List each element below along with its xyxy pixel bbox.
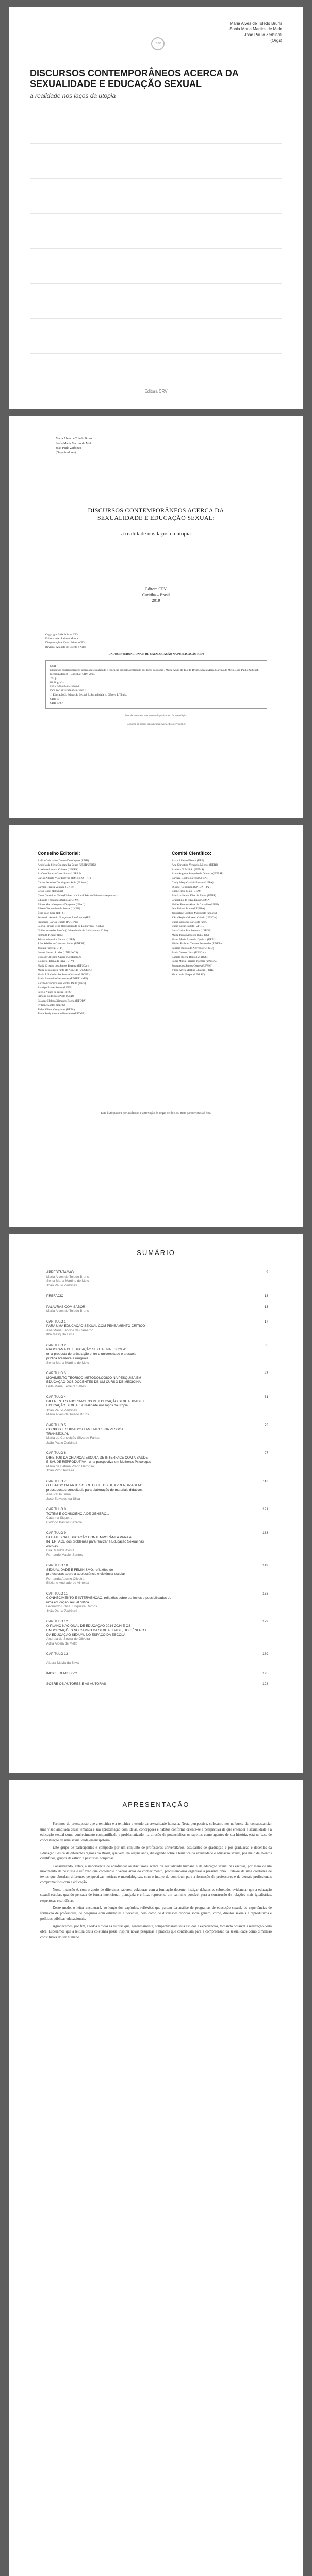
toc-entry <box>46 1423 268 1446</box>
board-member: Guillermo Arias Beatón (Universidade de La Havana – Cuba) <box>38 929 108 933</box>
toc-entry <box>46 1652 268 1666</box>
toc-entry <box>46 1270 268 1288</box>
toc-entry <box>46 1344 268 1366</box>
board-member: Andréia N. Militão (UEMS) <box>172 868 204 871</box>
cover-rule <box>30 248 282 249</box>
cip-line: Discursos contemporâneos acerca da sexualidade e educação sexual: a realidade nos laços da utopia / Maria Alves de Toledo Bruns, Sonia Maria Martins de Melo, João Paulo Zerbinati (organizadores) – Curitiba : CRV, 2019. <box>50 669 259 676</box>
board-footer: Este livro passou por avaliação e aprovação às cegas de dois ou mais pareceristas ad hoc. <box>101 1112 211 1115</box>
toc-entry <box>46 1371 268 1389</box>
board-member: Lucio Cezar Batista (UFRRJ) <box>172 925 206 928</box>
board-member: Paulo Romualdo Hernandes (UNIFAL-MG) <box>38 977 88 980</box>
presentation-page <box>9 1780 303 2576</box>
toc-entry-authors: Sonia Maria Martins de Melo <box>46 1361 89 1365</box>
board-member: Eliane Rose Maio (UEM) <box>172 890 201 893</box>
board-member: Fernando Antônio Gonçalves Alcoforado (IPB) <box>38 916 92 919</box>
presentation-title: APRESENTAÇÃO <box>122 1801 190 1808</box>
cover-rule <box>30 143 282 144</box>
author-name: Maria Alves de Toledo Bruns <box>229 21 282 26</box>
toc-entry-authors: Fernanda Aquino Oliveira Eliziane Andrade de Almeida <box>46 1577 89 1585</box>
catalog-legal: Conheça os nossos lançamentos: www.editoracrv.com.br <box>127 723 186 726</box>
toc-entry-title: CAPÍTULO 6 DIREITOS DA CRIANÇA: ESCUTA DE INTERFACE COM A SAÚDE E SAÚDE REPRODUTIVA - uma perspectiva em Mulheres Psicologas <box>46 1451 151 1464</box>
board-member: Aldira Guimarães Duarte Domínguez (UNB) <box>38 859 89 862</box>
paragraph: Nossa intenção é, com o apoio de diferentes saberes, colaborar com a formação docente, instigar debates e, sobretudo, evidenciar que a educação sexual escolar, quando pensada de forma intencional, planejada e crítica, representa um caminho possível para a construção de relações mais igualitárias, respeitosas e solidárias. <box>40 1887 272 1903</box>
toc-entry-title: CAPÍTULO 13 ... <box>46 1652 68 1660</box>
cip-title: DADOS INTERNACIONAIS DE CATALOGAÇÃO NA PUBLICAÇÃO (CIP) <box>108 653 204 656</box>
board-member: Francisco Carlos Duarte (PUC-PR) <box>38 920 78 924</box>
toc-entry-page: 47 <box>264 1371 268 1375</box>
board-member: Josania Portela (UFPI) <box>38 946 64 950</box>
board-member: Maria Cristina dos Santos Bezerra (UFSCar) <box>38 964 89 968</box>
toc-entry <box>46 1507 268 1525</box>
toc-entry-title: APRESENTAÇÃO <box>46 1270 74 1274</box>
board-member: Lúcia Vasconcelos Costa (UFU) <box>172 920 208 924</box>
board-member: Elione Maria Nogueira Diogenes (UFAL) <box>38 903 85 906</box>
title-page-authors: Maria Alves de Toledo Bruns Sonia Maria Martins de Melo João Paulo Zerbinati (Organizadores) <box>56 437 92 454</box>
board-member: Rafaela Rocha Bento (UFRGS) <box>172 955 208 959</box>
toc-entry-title: SOBRE OS AUTORES E AS AUTORAS <box>46 1682 106 1686</box>
toc-entry <box>46 1305 268 1314</box>
board-member: Diosnel Centurion (UNIDA – PY) <box>172 885 211 889</box>
board-member: Sydione Santos (UEPG) <box>38 1004 65 1007</box>
toc-page <box>9 1234 303 1773</box>
toc-entry-title: CAPÍTULO 1 PARA UMA EDUCAÇÃO SEXUAL COM PENSAMENTO CRÍTICO <box>46 1319 145 1328</box>
toc-entry-authors: João Paulo Zerbinati Maria Alves de Toledo Bruns <box>46 1408 89 1416</box>
toc-entry-page: 35 <box>264 1343 268 1347</box>
board-member: Carmen Tereza Velanga (UNIR) <box>38 885 74 889</box>
board-member: Helder Buenos Aires de Carvalho (UFPI) <box>172 903 219 906</box>
board-member: Vânia Alves Martins Chaigar (FURG) <box>172 969 216 972</box>
toc-entry <box>46 1451 268 1473</box>
board-member: Cindy Mery Gavioli-Prestes (UFPA) <box>172 881 214 884</box>
board-member: Anselmo Alencar Colares (UFOPA) <box>38 868 79 871</box>
toc-entry-page: 73 <box>264 1423 268 1427</box>
cip-line: ISBN 978-85-444-3363-1 <box>50 685 79 688</box>
catalog-block <box>45 633 267 726</box>
author-name: João Paulo Zerbinati <box>244 32 282 37</box>
toc-entry-authors: Maria Alves de Toledo Bruns Sonia Maria Martins de Melo João Paulo Zerbinati <box>46 1275 89 1287</box>
toc-entry-title: PALAVRAS COM SABOR <box>46 1304 85 1309</box>
toc-entry-authors: Maria de Fátima Prado Barbosa João Vítor Teixeira <box>46 1464 94 1472</box>
board-member: Fabrício Santos Dias de Abreu (UNIR) <box>172 894 216 897</box>
toc-entry <box>46 1320 268 1337</box>
cip-line: DOI 10.24824/978854443363.1 <box>50 689 87 692</box>
board-member: Lourdes Helena da Silva (UFV) <box>38 960 74 963</box>
board-member: Paulo Gomes Lima (UFSCar) <box>172 951 206 954</box>
toc-entry-title: PREFÁCIO <box>46 1294 64 1298</box>
board-member: Kátia Regina Moreno Caiado (UFSCar) <box>172 916 217 919</box>
paragraph: Este grupo de participantes é composto por um conjunto de professores universitários, estudantes de graduação e pós-graduação e docentes da Educação Básica de diferentes regiões do Brasil, que vêm, há alguns anos, dialogando sobre a temática da sexualidade e educação sexual, por meio de eventos científicos, grupos de estudo e pesquisas conjuntas. <box>40 1845 272 1860</box>
toc-entry-page: 179 <box>262 1620 268 1623</box>
toc-entry-page: 133 <box>262 1531 268 1535</box>
toc-entry-page: 17 <box>264 1319 268 1324</box>
toc-entry-page: 163 <box>262 1591 268 1596</box>
board-member: Iara Tatiana Bonin (ULBRA) <box>172 907 205 910</box>
toc-entry-page: 97 <box>264 1451 268 1455</box>
board-member: Eduardo Fernandes Barbosa (UFMG) <box>38 899 80 902</box>
board-member: Antônio Pereira Gaio Júnior (UFRRJ) <box>38 872 81 875</box>
cip-record <box>45 660 267 709</box>
toc-entry-title: CAPÍTULO 5 CORPOS E CUIDADOS FAMILIARES NA PESSOA TRANSEXUAL <box>46 1423 124 1436</box>
toc-entry-title: CAPÍTULO 11 CONHECIMENTO E INTERVENÇÃO: reflexões sobre os limites e possibilidades de uma educação sexual crítica <box>46 1591 172 1604</box>
toc-entry-authors: Leila Maria Ferreira Salles <box>46 1384 86 1388</box>
title-page-title: DISCURSOS CONTEMPORÂNEOS ACERCA DA SEXUALIDADE E EDUCAÇÃO SEXUAL: <box>88 506 224 521</box>
editorial-board-page <box>9 825 303 1227</box>
board-member: Maria de Lourdes Pinto de Almeida (UNOESC) <box>38 969 92 972</box>
board-left-title: Conselho Editorial: <box>38 851 80 856</box>
title-page-subtitle: a realidade nos laços da utopia <box>121 531 191 537</box>
cip-line: 1. Educação 2. Educação Sexual 3. Sexualidade 4. Gênero I. Título. <box>50 693 127 697</box>
board-member: Gracialino da Silva Dias (UEMA) <box>172 899 211 902</box>
board-member: Tania Suely Azevedo Brasileiro (UFOPA) <box>38 1012 86 1015</box>
toc-entry-page: 198 <box>262 1682 268 1686</box>
cover-publisher: Editora CRV <box>144 389 168 394</box>
board-right-column <box>172 851 275 977</box>
cover-title: DISCURSOS CONTEMPORÂNEOS ACERCA DA SEXUALIDADE E EDUCAÇÃO SEXUAL <box>30 68 239 89</box>
board-member: Simone Rodrigues Pinto (UNB) <box>38 995 74 998</box>
toc-entry <box>46 1531 268 1557</box>
toc-entry-authors: Dra. Marilda Costa Fernando Maciel Santos <box>46 1549 83 1557</box>
board-member: Anna Augusta Sampaio de Oliveira (UNESP) <box>172 872 224 875</box>
board-member: Vera Lucia Gaspar (UDESC) <box>172 973 205 976</box>
cip-line: CDU 37 <box>50 698 60 701</box>
board-member: Barbara Coelho Neves (UFBA) <box>172 876 208 880</box>
board-member: Carlos Alberto Vilar Estêvão (UMINHO – PT) <box>38 876 91 880</box>
paragraph: Agradecemos, por fim, a todos e todas as autoras que, generosamente, compartilharam seus estudos e experiências, tornando possível a realização desta obra. Esperamos que a leitura desta coletânea possa inspirar novas pesquisas e práticas que contribuam para a compreensão da sexualidade como dimensão constitutiva do ser humano. <box>40 1924 272 1939</box>
title-page <box>9 416 303 818</box>
toc-entry-title: CAPÍTULO 3 MOVIMENTO TEÓRICO-METODOLÓGICO NA PESQUISA EM EDUCAÇÃO DOS DOCENTES DE UM CURSO DE MEDICINA <box>46 1371 141 1384</box>
board-member: Mirian Barbosa Tavares Fernandes (UNEB) <box>172 942 222 945</box>
board-member: Jacqueline Cristina Massucato (UEMS) <box>172 911 217 915</box>
board-member: Elizeu Clementino de Souza (UNEB) <box>38 907 80 910</box>
toc-entry-page: 13 <box>264 1294 268 1298</box>
toc-entry-title: CAPÍTULO 10 SEXUALIDADE E FEMINISMO: reflexões de professoras sobre a adolescência e violência escolar <box>46 1564 125 1576</box>
toc-entry-title: CAPÍTULO 9 DEBATES NA EDUCAÇÃO CONTEMPORÂNEA PARA A INTERFACE dos problemas para realizar a Educação Sexual nas escolas <box>46 1531 144 1548</box>
toc-entry-title: CAPÍTULO 8 TOTEM E CONSCIÊNCIA DE GÊNERO... <box>46 1507 109 1516</box>
board-member: Luiz Carlos Bombassaro (UFRGS) <box>172 929 212 933</box>
toc-entry <box>46 1592 268 1614</box>
board-member: Maria Lília Imbiriba Sousa Colares (UFOPA) <box>38 973 90 976</box>
board-member: Helmuth Krüger (UCP) <box>38 934 64 937</box>
board-member: Lídia de Oliveira Xavier (UNIEURO) <box>38 955 81 959</box>
cover-rule <box>30 283 282 284</box>
paragraph: Deste modo, o leitor encontrará, ao longo dos capítulos, reflexões que partem da análise de programas de educação sexual, de experiências de formação de professores, de pesquisas com estudantes e docentes, bem como de discussões teóricas sobre gênero, corpo, direitos sexuais e reprodutivos e políticas públicas educacionais. <box>40 1906 272 1921</box>
cover-authors <box>229 21 282 43</box>
board-member: Renato Francisco dos Santos Paula (UFG) <box>38 981 86 985</box>
toc-entry-title: CAPÍTULO 4 DIFERENTES ABORDAGENS DE EDUCAÇÃO SEXUALIDADE E EDUCAÇÃO SEXUAL: a realidade nos laços da utopia <box>46 1395 145 1408</box>
paragraph: Considerando, então, a importância de aprofundar as discussões acerca da sexualidade humana e da educação sexual nas escolas, por meio de um movimento de pesquisa e reflexão que contemple diversas áreas do conhecimento, propusemo-nos organizar a presente obra. Trata-se de uma coletânea de textos que abordam diferentes perspectivas teóricas e metodológicas, com o intuito de contribuir para a formação de professores e de demais profissionais comprometidos com a educação. <box>40 1863 272 1884</box>
toc-entry-page: 113 <box>262 1479 268 1483</box>
toc-entry-authors: Maria Alves de Toledo Bruns <box>46 1309 89 1313</box>
author-name: Sonia Maria Martins de Melo <box>229 27 282 31</box>
title-page-publisher: Editora CRV Curitiba – Brasil 2019 <box>142 587 170 603</box>
toc-entry-authors: Ana Paula Sena José Edivaldo da Silva <box>46 1493 80 1501</box>
toc-entry-title: ÍNDICE REMISSIVO <box>46 1671 77 1675</box>
toc-entry-page: 121 <box>262 1507 268 1511</box>
toc-entry <box>46 1682 268 1687</box>
toc-entry <box>46 1480 268 1502</box>
board-member: Jailson Alves dos Santos (UFRJ) <box>38 938 75 941</box>
paragraph: Partimos do pressuposto que a temática e a temática a estudo da sexualidade humana. Nesta perspectiva, colocamo-nos na busca de, consubstanciar uma visão ampliada dessa temática e sua aproximação com ideias, concepções e hábitos conforme orienta-se a perspectiva de que entender a sexualidade e a educação sexual como conhecimento compartilhado e problematizado, na direção de potencializar os sujeitos como agentes de sua história, está na base de conceituação de uma sexualidade emancipatória. <box>40 1822 272 1842</box>
crv-logo: CRV <box>151 37 165 50</box>
board-member: Ana Chrystina Venancio Mignot (UERJ) <box>172 863 218 867</box>
cover-rule <box>30 178 282 179</box>
toc-entry-title: CAPÍTULO 12 O PLANO NACIONAL DE EDUCAÇÃO 2014-2024 E OS EMBORNAÇÕES NO CAMPO DA SEXUALIDADE, DO GÊNERO E DA EDUCAÇÃO SEXUAL NO ESPAÇO DA ESCOLA <box>46 1620 147 1637</box>
board-member: João Adalberto Campato Junior (UNESP) <box>38 942 85 945</box>
board-member: Celso Conti (UFSCar) <box>38 890 63 893</box>
board-member: Patrícia Bastos de Azevedo (UFRRJ) <box>172 946 214 950</box>
board-member: Rodrigo Pratte-Santos (UFES) <box>38 986 73 989</box>
cover-rule <box>30 318 282 319</box>
toc-entry-authors: Aldara Mavia da Silva <box>46 1661 79 1665</box>
cip-line: CDD 370.7 <box>50 702 63 705</box>
toc-entry-authors: Leonardo Brasil Junqueira Ramos João Paulo Zerbinati <box>46 1605 97 1613</box>
toc-entry <box>46 1672 268 1676</box>
toc-entry-title: CAPÍTULO 2 PROGRAMA DE EDUCAÇÃO SEXUAL NA ESCOLA: uma proposta de articulação entre a universidade e a escola pública brasileira e uruguaia <box>46 1343 137 1360</box>
cip-line: 202 p. <box>50 677 57 680</box>
cover-subtitle: a realidade nos laços da utopia <box>30 92 116 99</box>
toc-entry <box>46 1620 268 1646</box>
board-member: Leonel Severo Rocha (UNISINOS) <box>38 951 78 954</box>
board-left-column <box>38 851 141 1016</box>
cover-page <box>9 7 303 409</box>
toc-entry-page: 9 <box>266 1270 268 1274</box>
toc-entry-page: 13 <box>264 1304 268 1309</box>
cover-rule <box>30 213 282 214</box>
board-member: Tadeu Oliver Gonçalves (UFPA) <box>38 1008 75 1011</box>
toc-entry-page: 149 <box>262 1564 268 1567</box>
board-member: Élsio José Corá (UFFS) <box>38 911 65 915</box>
toc-entry-authors: Maria da Conceição Silva de Farias João Paulo Zerbinati <box>46 1436 100 1445</box>
board-member: Carlos Federico Dominguez Avila (Unieuro) <box>38 881 88 884</box>
toc-entry <box>46 1294 268 1299</box>
board-member: Marta Maria Azevedo Queiroz (UFPI) <box>172 938 216 941</box>
cip-line: Bibliografia <box>50 681 64 684</box>
cover-decoration <box>30 126 282 373</box>
board-member: Gloria Fariñas León (Universidade de La Havana – Cuba) <box>38 925 104 928</box>
cip-line: D611 <box>50 665 57 668</box>
toc-entry-authors: Catarina Siqueira Rodrigo Bastos Bezerra <box>46 1516 83 1524</box>
board-member: Altair Alberto Fávero (UPF) <box>172 859 204 862</box>
presentation-text <box>40 1821 272 1942</box>
toc-entry-authors: Andreia de Souza de Oliveira Adila Aldeia de Mello <box>46 1637 90 1646</box>
toc-entry-title: CAPÍTULO 7 O ESTADO DA ARTE SOBRE OBJETOS DE APRENDIZAGEM: pressupostos conceituais para elaboração de materiais didáticos <box>46 1479 143 1492</box>
author-role: (Orgs) <box>270 38 282 43</box>
toc-entry <box>46 1564 268 1586</box>
toc-entry-page: 195 <box>262 1671 268 1675</box>
toc-entry-authors: Ana Maria Faccioli de Camargo Ilza Mesquita Lima <box>46 1328 94 1336</box>
board-member: Cesar Gerónimo Tello (Univer. Nacional Três de Febrero – Argentina) <box>38 894 118 897</box>
board-right-title: Comitê Científico: <box>172 851 212 856</box>
board-member: Sérgio Nunes de Jesus (IFRO) <box>38 990 72 994</box>
toc-entry <box>46 1395 268 1417</box>
catalog-note: Esta obra também encontra-se disponível em formato digital. <box>124 715 188 717</box>
board-member: Suzana dos Santos Gomes (UFMG) <box>172 964 212 968</box>
board-member: Maria Paula Meneses (CES-UC) <box>172 934 209 937</box>
board-member: Sonia Maria Ferreira Koehler (UNISAL) <box>172 960 219 963</box>
toc-entry-page: 189 <box>262 1652 268 1656</box>
cover-rule <box>30 353 282 354</box>
board-member: Andréia da Silva Quintanilha Sousa (UNIR/UFRN) <box>38 863 96 867</box>
copyright: Copyright © da Editora CRV Editor-chefe: Railson Moura Diagramação e Capa: Editora CRV Revisão: Analista de Escrita e Artes <box>45 633 86 649</box>
toc-entry-page: 61 <box>264 1395 268 1399</box>
toc-title: SUMÁRIO <box>137 1249 175 1257</box>
board-member: Solange Helena Ximenes-Rocha (UFOPA) <box>38 999 87 1003</box>
